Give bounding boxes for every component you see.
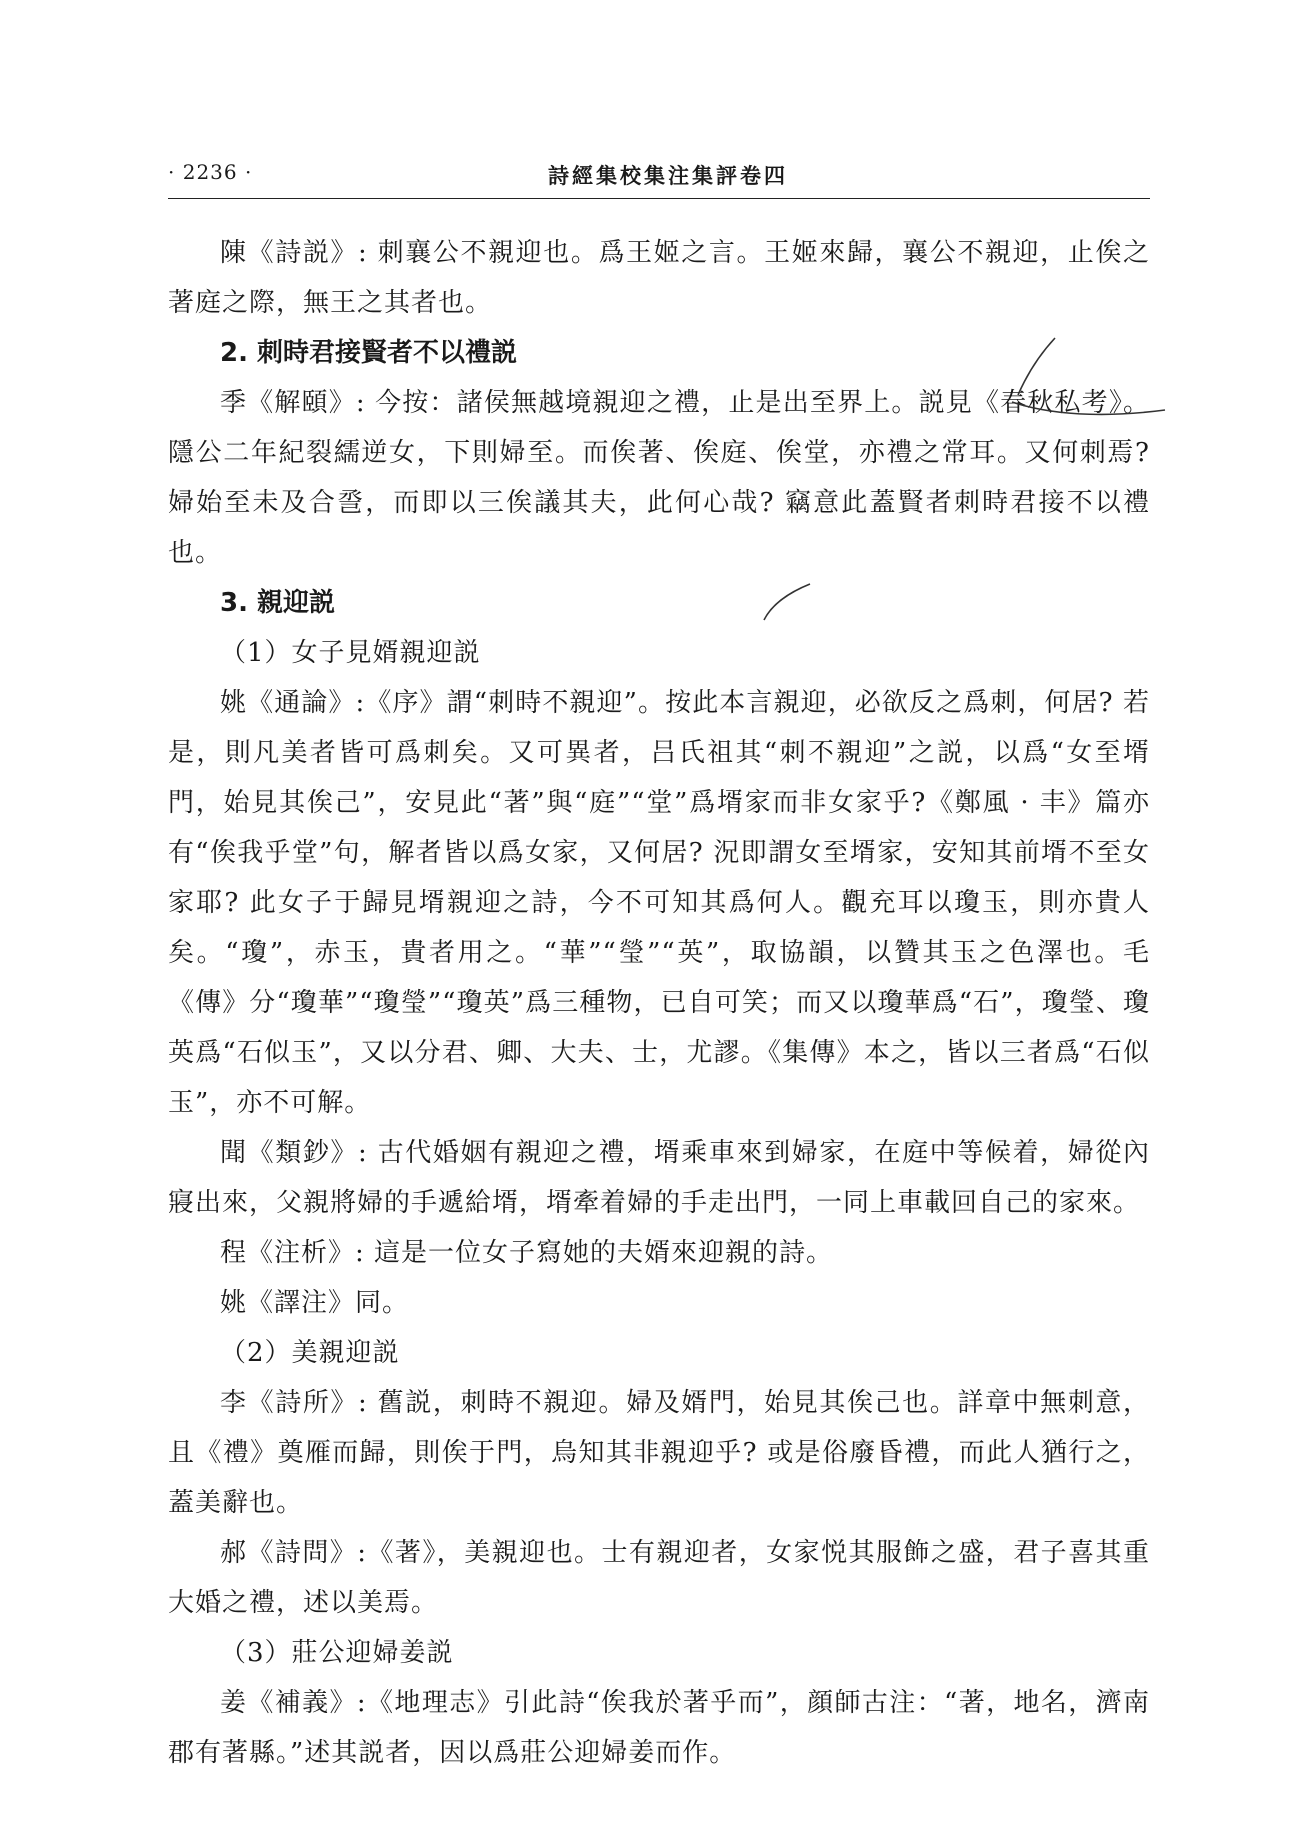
paragraph: 郝《詩問》:《著》，美親迎也。士有親迎者，女家悦其服飾之盛，君子喜其重大婚之禮，述以美焉。 [168,1538,1150,1618]
paragraph: 聞《類鈔》: 古代婚姻有親迎之禮，壻乘車來到婦家，在庭中等候着，婦從內寢出來，父親將婦的手遞給壻，壻牽着婦的手走出門，一同上車載回自己的家來。 [168,1138,1150,1218]
paragraph: 陳《詩説》: 刺襄公不親迎也。爲王姬之言。王姬來歸，襄公不親迎，止俟之著庭之際，無王之其者也。 [168,238,1150,318]
paragraph: 姜《補義》:《地理志》引此詩“俟我於著乎而”，顔師古注：“著，地名，濟南郡有著縣。”述其説者，因以爲莊公迎婦姜而作。 [168,1688,1150,1768]
section-heading: 2. 刺時君接賢者不以禮説 [220,338,518,368]
paragraph: 季《解頤》: 今按：諸侯無越境親迎之禮，止是出至界上。説見《春秋私考》。隱公二年紀裂繻逆女，下則婦至。而俟著、俟庭、俟堂，亦禮之常耳。又何刺焉? 婦始至未及合巹，而即以三俟議其夫，此何心哉? 竊意此蓋賢者刺時君接不以禮也。 [168,388,1150,568]
page-body [168,228,1150,1778]
paragraph: 程《注析》: 這是一位女子寫她的夫婿來迎親的詩。 [220,1238,834,1268]
page-number: · 2236 · [168,160,253,184]
page-header [168,160,1148,200]
subsection-heading: （2）美親迎説 [220,1338,400,1368]
header-rule [168,198,1150,199]
subsection-heading: （3）莊公迎婦姜説 [220,1638,454,1668]
section-heading: 3. 親迎説 [220,588,336,618]
paragraph: 姚《譯注》同。 [220,1288,410,1318]
paragraph: 姚《通論》:《序》謂“刺時不親迎”。按此本言親迎，必欲反之爲刺，何居? 若是，則凡美者皆可爲刺矣。又可異者，吕氏祖其“刺不親迎”之説，以爲“女至壻門，始見其俟己”，安見此“著”與“庭”“堂”爲壻家而非女家乎?《鄭風 · 丰》篇亦有“俟我乎堂”句，解者皆以爲女家，又何居? 況即謂女至壻家，安知其前壻不至女家耶? 此女子于歸見壻親迎之詩，今不可知其爲何人。觀充耳以瓊玉，則亦貴人矣。“瓊”，赤玉，貴者用之。“華”“瑩”“英”，取協韻，以贊其玉之色澤也。毛《傳》分“瓊華”“瓊瑩”“瓊英”爲三種物，已自可笑；而又以瓊華爲“石”，瓊瑩、瓊英爲“石似玉”，又以分君、卿、大夫、士，尤謬。《集傳》本之，皆以三者爲“石似玉”，亦不可解。 [168,688,1150,1118]
running-title: 詩經集校集注集評卷四 [548,163,788,188]
paragraph: 李《詩所》: 舊説，刺時不親迎。婦及婿門，始見其俟己也。詳章中無刺意，且《禮》奠雁而歸，則俟于門，烏知其非親迎乎? 或是俗廢昏禮，而此人猶行之，蓋美辭也。 [168,1388,1150,1518]
subsection-heading: （1）女子見婿親迎説 [220,638,481,668]
